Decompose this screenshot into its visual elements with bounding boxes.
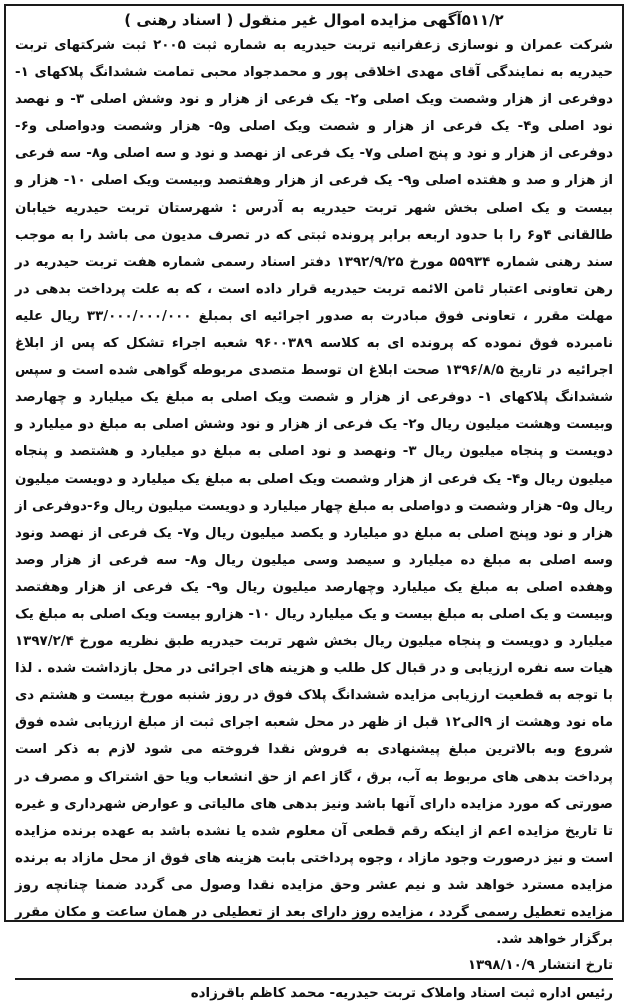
notice-title: ۵۱۱/۲آگهی مزایده اموال غیر منقول ( اسناد رهنی )	[124, 11, 504, 29]
auction-notice	[4, 4, 624, 1002]
notice-body: شرکت عمران و نوسازی زعفرانیه تربت حیدریه به شماره ثبت ۲۰۰۵ ثبت شرکتهای تربت حیدریه به نمایندگی آقای مهدی اخلاقی پور و محمدجواد محبی تمامت ششدانگ پلاکهای ۱- دوفرعی از هزار وشصت ویک اصلی و۲- یک فرعی از هزار و نود وشش اصلی ۳- و نهصد نود اصلی و۴- یک فرعی از هزار و شصت ویک اصلی و۵- هزار وشصت ودواصلی و۶- دوفرعی از هزار و نود و پنج اصلی و۷- یک فرعی از نهصد و نود و سه اصلی و۸- سه فرعی از هزار و صد و هفتده اصلی و۹- یک فرعی از هزار وهفتصد وبیست ویک اصلی ۱۰- هزار و بیست و یک اصلی بخش شهر تربت حیدریه به آدرس : شهرستان تربت حیدریه خیابان طالقانی ۴و۶ را با حدود اربعه برابر پرونده ثبتی که در تصرف مدیون می باشد را به موجب سند رهنی شماره ۵۵۹۳۴ مورخ ۱۳۹۲/۹/۲۵ دفتر اسناد رسمی شماره هفت تربت حیدریه در رهن تعاونی اعتبار ثامن الائمه تربت حیدریه قرار داده است ، که به علت پرداخت بدهی در مهلت مقرر ، تعاونی فوق مبادرت به صدور اجرائیه ای بمبلغ ۳۳/۰۰۰/۰۰۰/۰۰۰ ریال علیه نامبرده فوق نموده که پرونده ای به کلاسه ۹۶۰۰۳۸۹ شعبه اجراء تشکل که پس از ابلاغ اجرائیه در تاریخ ۱۳۹۶/۸/۵ صحت ابلاغ ان توسط متصدی مربوطه گواهی شده است و سپس ششدانگ پلاکهای ۱- دوفرعی از هزار و شصت ویک اصلی به مبلغ یک میلیارد و چهارصد وبیست وهشت میلیون ریال و۲- یک فرعی از هزار و نود وشش اصلی به مبلغ دو میلیارد و دویست و پنجاه میلیون ریال ۳- ونهصد و نود اصلی به مبلغ دو میلیارد و هشتصد و پنجاه میلیون ریال و۴- یک فرعی از هزار وشصت ویک اصلی به مبلغ یک میلیارد و دویست میلیون ریال و۵- هزار وشصت و دواصلی به مبلغ چهار میلیارد و دویست میلیون ریال و۶-دوفرعی از هزار و نود وپنج اصلی به مبلغ دو میلیارد و یکصد میلیون ریال و۷- یک فرعی از نهصد ونود وسه اصلی به مبلغ ده میلیارد و سیصد وسی میلیون ریال و۸- سه فرعی از هزار وصد وهفده اصلی به مبلغ یک میلیارد وچهارصد میلیون ریال و۹- یک فرعی از هزار وهفتصد وبیست و یک اصلی به مبلغ بیست و یک میلیارد ریال ۱۰- هزارو بیست ویک اصلی به مبلغ یک میلیارد و دویست و پنجاه میلیون ریال بخش شهر تربت حیدریه طبق نظریه مورخ ۱۳۹۷/۲/۴ هیات سه نفره ارزیابی و در قبال کل طلب و هزینه های اجرائی در محل بازداشت شده . لذا با توجه به قطعیت ارزیابی مزایده ششدانگ پلاک فوق در روز شنبه مورخ بیست و هشتم دی ماه نود وهشت از ۹الی۱۲ قبل از ظهر در محل شعبه اجرای ثبت از مبلغ ارزیابی شده فوق شروع وبه بالاترین مبلغ پیشنهادی به فروش نقدا فروخته می شود لازم به ذکر است پرداخت بدهی های مربوط به آب، برق ، گاز اعم از حق انشعاب ویا حق اشتراک و مصرف در صورتی که مورد مزایده دارای آنها باشد ونیز بدهی های مالیاتی و عوارض شهرداری و غیره تا تاریخ مزایده اعم از اینکه رقم قطعی آن معلوم شده یا نشده باشد به عهده برنده مزایده است و نیز درصورت وجود مازاد ، وجوه پرداختی بابت هزینه های فوق از محل مازاد به برنده مزایده مسترد خواهد شد و نیم عشر وحق مزایده نقدا وصول می گردد ضمنا چنانچه روز مزایده تعطیل رسمی گردد ، مزایده روز دارای بعد از تعطیلی در همان ساعت و مکان مقرر برگزار خواهد شد.	[15, 38, 614, 948]
publish-date: تارخ انتشار ۱۳۹۸/۱۰/۹	[467, 958, 613, 974]
signature-line: رئیس اداره ثبت اسناد واملاک تربت حیدریه- محمد کاظم باقرزاده	[15, 978, 613, 1006]
